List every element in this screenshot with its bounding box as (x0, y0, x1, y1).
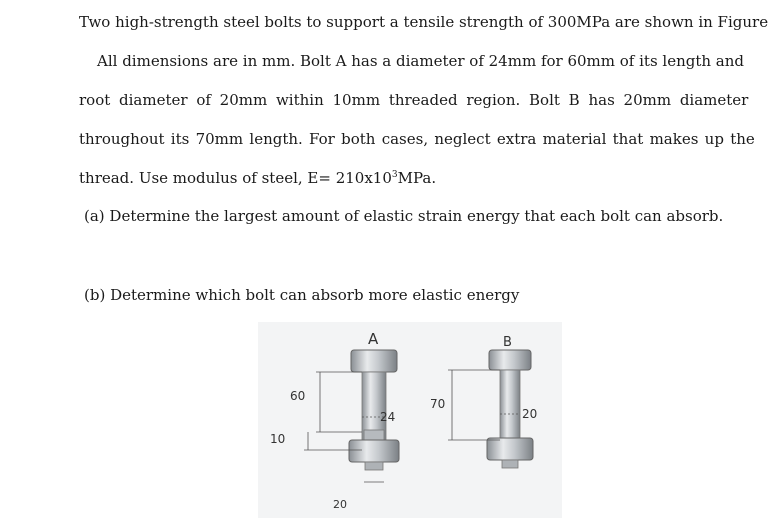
dim-60: 60 (290, 389, 306, 403)
dim-20-a: 20 (333, 498, 347, 511)
dimension-lines (304, 370, 520, 482)
bolt-b-head (489, 350, 531, 370)
problem-line-5-text: thread. Use modulus of steel, E= 210x10 (79, 169, 392, 187)
problem-line-3: root diameter of 20mm within 10mm threaded region. Bolt B has 20mm diameter (79, 91, 749, 109)
label-b: B (503, 335, 512, 350)
dim-70: 70 (430, 397, 446, 411)
bolts-drawing (258, 322, 562, 518)
exponent: 3 (391, 170, 398, 180)
bolt-b-nut (487, 438, 533, 460)
problem-line-5-unit: MPa. (397, 169, 437, 187)
label-a: A (368, 330, 379, 348)
problem-line-4: throughout its 70mm length. For both cases, neglect extra material that makes up the (79, 130, 755, 148)
problem-line-5 (79, 169, 436, 187)
problem-line-2: All dimensions are in mm. Bolt A has a diameter of 24mm for 60mm of its length and (97, 52, 745, 70)
bolt-a-nut (349, 440, 399, 462)
problem-line-1: Two high-strength steel bolts to support a tensile strength of 300MPa are shown in Figure (79, 13, 769, 31)
dim-20-b: 20 (522, 407, 538, 421)
dim-24: 24 (380, 410, 396, 424)
bolt-a-head (351, 350, 397, 372)
bolt-b-tip (502, 460, 518, 468)
bolts-figure (258, 322, 562, 518)
question-a: (a) Determine the largest amount of elastic strain energy that each bolt can absorb. (84, 207, 724, 225)
dim-10: 10 (270, 432, 286, 446)
question-b: (b) Determine which bolt can absorb more elastic energy (84, 286, 520, 304)
bolt-a-tip (365, 462, 383, 470)
